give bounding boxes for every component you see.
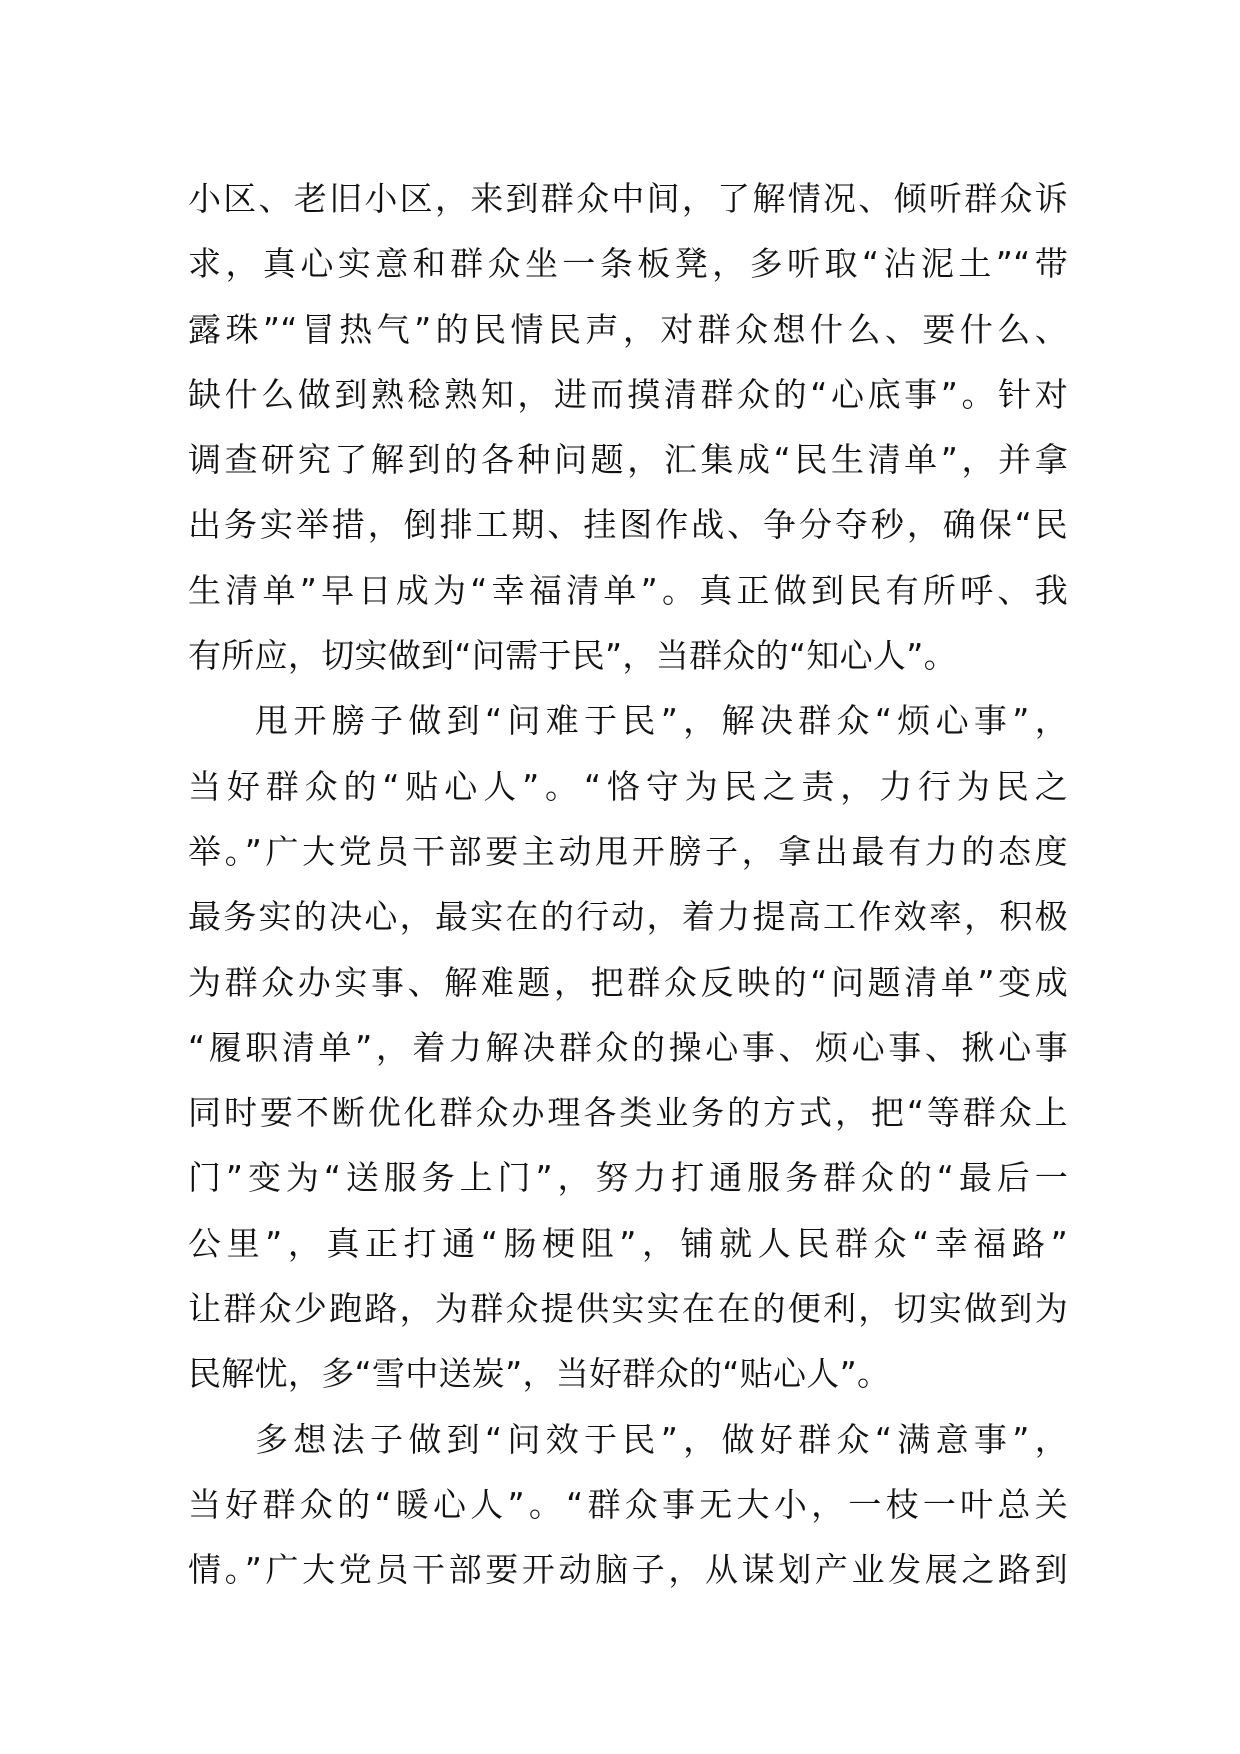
text-line: 最务实的决心，最实在的行动，着力提高工作效率，积极 [188, 897, 1068, 937]
text-line: 公里”，真正打通“肠梗阻”，铺就人民群众“幸福路” [188, 1223, 1068, 1263]
text-line: 小区、老旧小区，来到群众中间，了解情况、倾听群众诉 [188, 179, 1068, 218]
text-line: 调查研究了解到的各种问题，汇集成“民生清单”，并拿 [188, 440, 1068, 480]
text-line: 举。”广大党员干部要主动甩开膀子，拿出最有力的态度 [188, 831, 1068, 871]
text-line: 门”变为“送服务上门”，努力打通服务群众的“最后一 [188, 1158, 1068, 1198]
text-line: 出务实举措，倒排工期、挂图作战、争分夺秒，确保“民 [188, 505, 1068, 545]
text-line: 让群众少跑路，为群众提供实实在在的便利，切实做到为 [188, 1289, 1068, 1329]
text-line: 情。”广大党员干部要开动脑子，从谋划产业发展之路到 [188, 1550, 1068, 1590]
text-line: 为群众办实事、解难题，把群众反映的“问题清单”变成 [188, 962, 1068, 1002]
text-line: 露珠”“冒热气”的民情民声，对群众想什么、要什么、 [188, 309, 1068, 349]
text-line: 生清单”早日成为“幸福清单”。真正做到民有所呼、我 [188, 570, 1068, 610]
text-line: 当好群众的“暖心人”。“群众事无大小，一枝一叶总关 [188, 1484, 1068, 1524]
text-line: 民解忧，多“雪中送炭”，当好群众的“贴心人”。 [188, 1354, 891, 1394]
text-line: “履职清单”，着力解决群众的操心事、烦心事、揪心事 [188, 1027, 1068, 1067]
text-line: 缺什么做到熟稔熟知，进而摸清群众的“心底事”。针对 [188, 374, 1068, 414]
text-line: 多想法子做到“问效于民”，做好群众“满意事”， [255, 1419, 1068, 1459]
text-line: 同时要不断优化群众办理各类业务的方式，把“等群众上 [188, 1093, 1068, 1133]
text-line: 求，真心实意和群众坐一条板凳，多听取“沾泥土”“带 [188, 244, 1068, 284]
text-line: 有所应，切实做到“问需于民”，当群众的“知心人”。 [188, 636, 957, 676]
text-line: 当好群众的“贴心人”。“恪守为民之责，力行为民之 [188, 766, 1068, 806]
body-text [188, 166, 1068, 1603]
text-line: 甩开膀子做到“问难于民”，解决群众“烦心事”， [255, 701, 1068, 741]
